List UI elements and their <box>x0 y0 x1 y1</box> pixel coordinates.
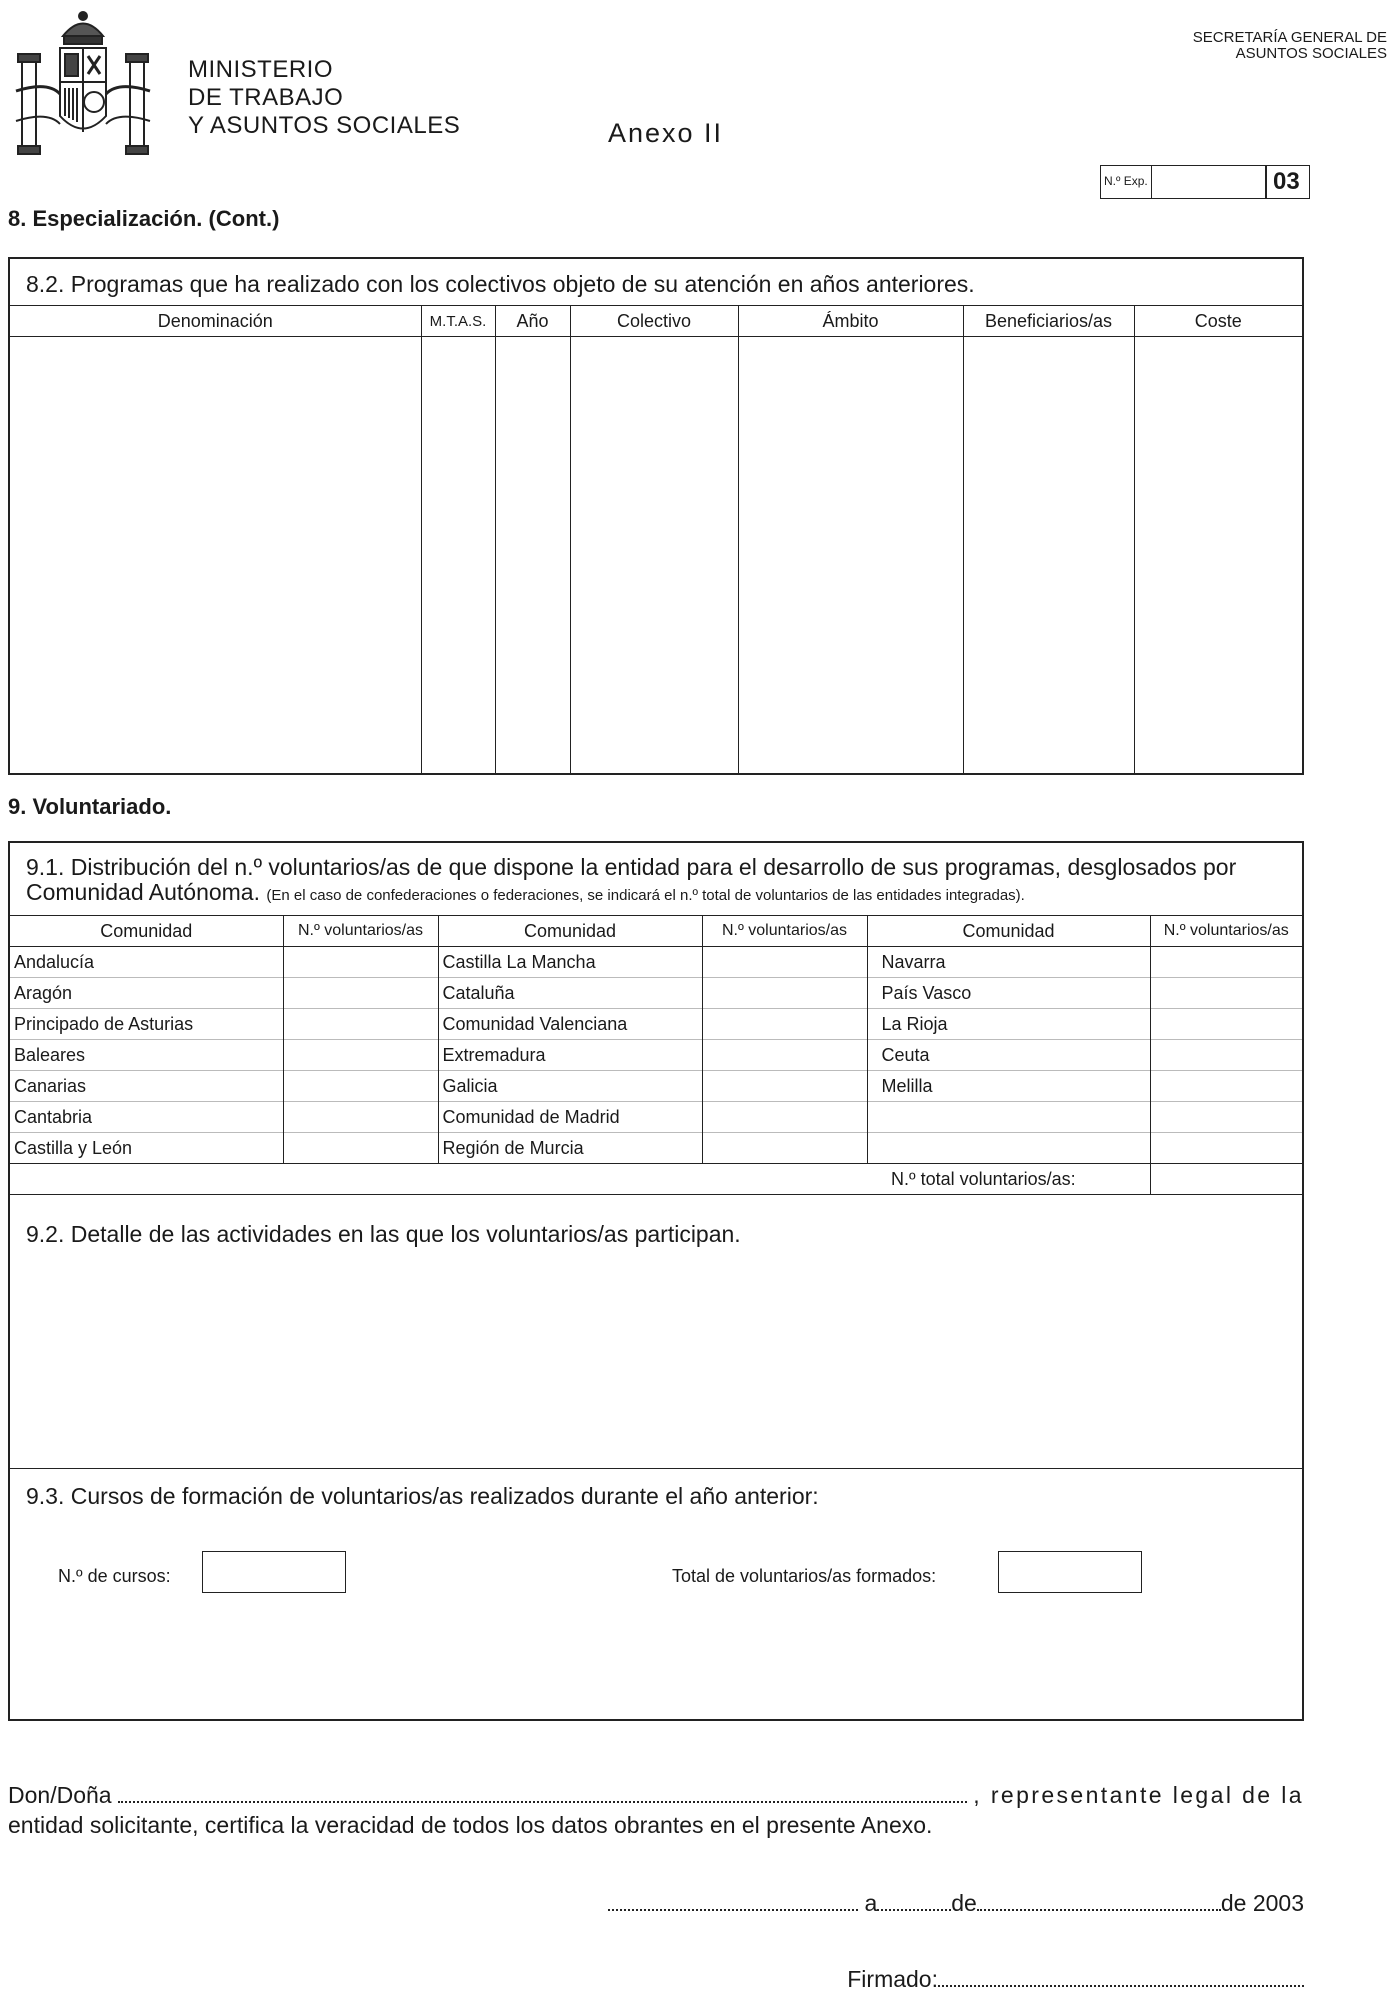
volunteers-count-field[interactable] <box>1150 1133 1302 1164</box>
community-name: País Vasco <box>867 978 1150 1009</box>
ministry-name-line-2: DE TRABAJO <box>188 84 344 111</box>
cell-colectivo[interactable] <box>570 337 738 774</box>
cell-ambito[interactable] <box>738 337 963 774</box>
community-name: Castilla y León <box>10 1133 283 1164</box>
annex-title: Anexo II <box>608 118 724 148</box>
volunteers-count-field[interactable] <box>283 1102 438 1133</box>
volunteers-count-field[interactable] <box>1150 978 1302 1009</box>
section-8-2-title: 8.2. Programas que ha realizado con los colectivos objeto de su atención en años anteriores. <box>26 271 975 297</box>
community-name: Canarias <box>10 1071 283 1102</box>
cell-denominacion[interactable] <box>10 337 421 774</box>
certification-lead: Don/Doña <box>8 1782 112 1808</box>
volunteers-count-field[interactable] <box>283 1009 438 1040</box>
certification-tail: , representante legal de la <box>973 1782 1304 1808</box>
table-row <box>10 978 1302 1009</box>
volunteers-count-field[interactable] <box>1150 1071 1302 1102</box>
cell-ano[interactable] <box>495 337 570 774</box>
community-name: Ceuta <box>867 1040 1150 1071</box>
programs-table <box>10 305 1302 773</box>
secretaria-line-1: SECRETARÍA GENERAL DE <box>1192 29 1387 46</box>
volunteers-count-field[interactable] <box>702 1071 867 1102</box>
community-name: Comunidad de Madrid <box>438 1102 702 1133</box>
expedient-label: N.º Exp. <box>1104 174 1148 188</box>
volunteers-count-field[interactable] <box>702 1009 867 1040</box>
volunteers-count-field[interactable] <box>283 947 438 978</box>
programs-box <box>8 257 1304 775</box>
community-name: Extremadura <box>438 1040 702 1071</box>
community-name: Principado de Asturias <box>10 1009 283 1040</box>
volunteers-count-field[interactable] <box>283 1133 438 1164</box>
col-voluntarios-2: N.º voluntarios/as <box>702 916 867 947</box>
secretaria-line-2: ASUNTOS SOCIALES <box>1235 45 1387 62</box>
community-name: Galicia <box>438 1071 702 1102</box>
section-9-1-note: (En el caso de confederaciones o federaciones, se indicará el n.º total de voluntarios de las entidades integradas). <box>266 887 1025 904</box>
total-row <box>10 1164 1302 1195</box>
volunteers-count-field[interactable] <box>283 978 438 1009</box>
date-year: de 2003 <box>1220 1890 1304 1916</box>
volunteers-count-field[interactable] <box>1150 1102 1302 1133</box>
table-row <box>10 1102 1302 1133</box>
community-name: Comunidad Valenciana <box>438 1009 702 1040</box>
volunteers-count-field[interactable] <box>702 1133 867 1164</box>
col-comunidad-2: Comunidad <box>438 916 702 947</box>
table-row <box>10 1040 1302 1071</box>
total-volunteers-field[interactable] <box>1150 1164 1302 1195</box>
section-8-title: 8. Especialización. (Cont.) <box>8 206 280 231</box>
col-ambito: Ámbito <box>738 306 963 337</box>
volunteers-count-field[interactable] <box>283 1040 438 1071</box>
ministry-name-line-1: MINISTERIO <box>188 56 334 83</box>
col-voluntarios-1: N.º voluntarios/as <box>283 916 438 947</box>
day-field[interactable] <box>877 1891 951 1911</box>
section-9-title: 9. Voluntariado. <box>8 794 172 819</box>
community-name: Región de Murcia <box>438 1133 702 1164</box>
cell-coste[interactable] <box>1134 337 1302 774</box>
col-denominacion: Denominación <box>10 306 421 337</box>
signed-label: Firmado: <box>847 1966 938 1992</box>
date-de: de <box>951 1890 977 1916</box>
cell-mtas[interactable] <box>421 337 495 774</box>
community-name: Castilla La Mancha <box>438 947 702 978</box>
community-name: Baleares <box>10 1040 283 1071</box>
expedient-number-box <box>1100 165 1310 199</box>
table-row <box>10 1071 1302 1102</box>
section-9-1-main: 9.1. Distribución del n.º voluntarios/as de que dispone la entidad para el desarrollo de sus programas, desglosados por Comunidad Autónoma. <box>26 854 1237 905</box>
certification-line-1 <box>8 1782 1304 1809</box>
community-name: Andalucía <box>10 947 283 978</box>
volunteers-count-field[interactable] <box>1150 1009 1302 1040</box>
courses-count-field[interactable] <box>202 1551 346 1593</box>
volunteers-count-field[interactable] <box>1150 1040 1302 1071</box>
volunteers-count-field[interactable] <box>1150 947 1302 978</box>
col-voluntarios-3: N.º voluntarios/as <box>1150 916 1302 947</box>
signature-field[interactable] <box>938 1967 1304 1987</box>
col-colectivo: Colectivo <box>570 306 738 337</box>
col-beneficiarios: Beneficiarios/as <box>963 306 1134 337</box>
date-a: a <box>864 1890 878 1916</box>
volunteers-count-field[interactable] <box>283 1071 438 1102</box>
section-9-1-title <box>26 855 1296 908</box>
signature-line <box>847 1966 1304 1993</box>
community-name: Navarra <box>867 947 1150 978</box>
place-field[interactable] <box>608 1891 858 1911</box>
month-field[interactable] <box>977 1891 1221 1911</box>
col-mtas: M.T.A.S. <box>421 306 495 337</box>
trained-volunteers-field[interactable] <box>998 1551 1142 1593</box>
representative-name-field[interactable] <box>118 1783 968 1803</box>
volunteers-count-field[interactable] <box>702 1040 867 1071</box>
certification-line-2: entidad solicitante, certifica la veracidad de todos los datos obrantes en el presente Anexo. <box>8 1812 933 1838</box>
volunteers-count-field[interactable] <box>702 978 867 1009</box>
section-9-3-title: 9.3. Cursos de formación de voluntarios/as realizados durante el año anterior: <box>26 1483 819 1509</box>
community-name: Melilla <box>867 1071 1150 1102</box>
community-name <box>867 1133 1150 1164</box>
volunteers-table <box>10 915 1302 1195</box>
community-name <box>867 1102 1150 1133</box>
community-name: Cantabria <box>10 1102 283 1133</box>
community-name: Aragón <box>10 978 283 1009</box>
cell-beneficiarios[interactable] <box>963 337 1134 774</box>
ministry-name-line-3: Y ASUNTOS SOCIALES <box>188 112 461 139</box>
trained-volunteers-label: Total de voluntarios/as formados: <box>672 1566 937 1586</box>
table-row <box>10 947 1302 978</box>
expedient-code: 03 <box>1273 168 1300 195</box>
community-name: La Rioja <box>867 1009 1150 1040</box>
section-9-2-title: 9.2. Detalle de las actividades en las que los voluntarios/as participan. <box>26 1221 741 1247</box>
community-name: Cataluña <box>438 978 702 1009</box>
table-row <box>10 1009 1302 1040</box>
col-ano: Año <box>495 306 570 337</box>
coat-of-arms-icon <box>8 6 158 166</box>
volunteers-count-field[interactable] <box>702 947 867 978</box>
courses-label: N.º de cursos: <box>58 1566 171 1586</box>
col-coste: Coste <box>1134 306 1302 337</box>
col-comunidad-1: Comunidad <box>10 916 283 947</box>
col-comunidad-3: Comunidad <box>867 916 1150 947</box>
table-row <box>10 1133 1302 1164</box>
total-volunteers-label: N.º total voluntarios/as: <box>867 1164 1150 1195</box>
volunteers-box <box>8 841 1304 1721</box>
volunteers-count-field[interactable] <box>702 1102 867 1133</box>
date-line <box>608 1890 1304 1917</box>
